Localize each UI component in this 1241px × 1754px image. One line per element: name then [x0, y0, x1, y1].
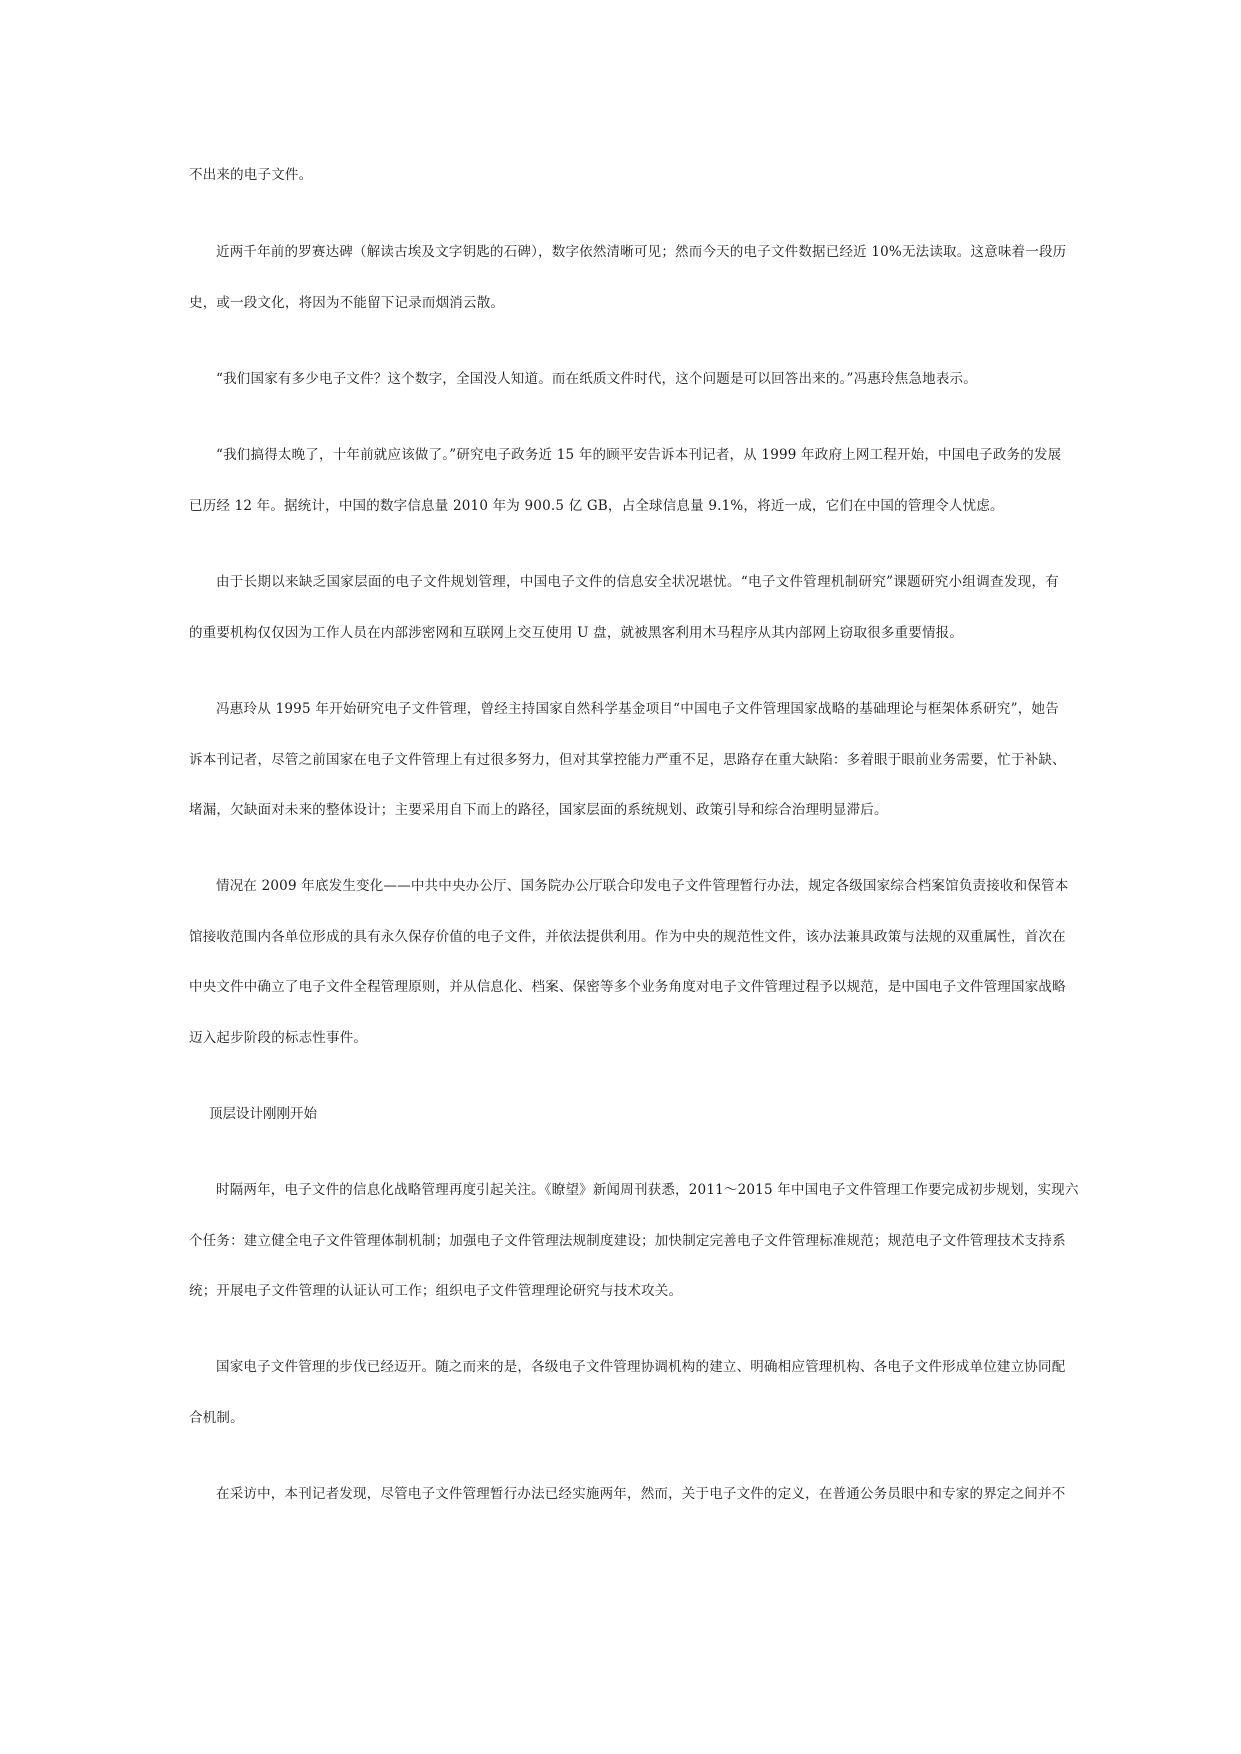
paragraph-line: 情况在 2009 年底发生变化——中共中央办公厅、国务院办公厅联合印发电子文件管理暂行办法，规定各级国家综合档案馆负责接收和保管本 — [216, 878, 1069, 894]
paragraph-line: 统；开展电子文件管理的认证认可工作；组织电子文件管理理论研究与技术攻关。 — [189, 1283, 683, 1299]
paragraph-line: 诉本刊记者，尽管之前国家在电子文件管理上有过很多努力，但对其掌控能力严重不足，思路存在重大缺陷：多着眼于眼前业务需要，忙于补缺、 — [189, 752, 1066, 768]
paragraph-line: 个任务：建立健全电子文件管理体制机制；加强电子文件管理法规制度建设；加快制定完善电子文件管理标准规范；规范电子文件管理技术支持系 — [189, 1233, 1066, 1249]
paragraph-line: 近两千年前的罗赛达碑（解读古埃及文字钥匙的石碑），数字依然清晰可见；然而今天的电子文件数据已经近 10%无法读取。这意味着一段历 — [216, 244, 1067, 260]
paragraph-line: 国家电子文件管理的步伐已经迈开。随之而来的是，各级电子文件管理协调机构的建立、明确相应管理机构、各电子文件形成单位建立协同配 — [216, 1359, 1066, 1375]
section-heading: 顶层设计刚刚开始 — [209, 1106, 317, 1122]
paragraph-line: 不出来的电子文件。 — [189, 167, 313, 183]
paragraph-line: 已历经 12 年。据统计，中国的数字信息量 2010 年为 900.5 亿 GB，占全球信息量 9.1%，将近一成，它们在中国的管理令人忧虑。 — [189, 498, 1004, 514]
paragraph-line: 史，或一段文化，将因为不能留下记录而烟消云散。 — [189, 295, 505, 311]
paragraph-line: 时隔两年，电子文件的信息化战略管理再度引起关注。《瞭望》新闻周刊获悉，2011～2015 年中国电子文件管理工作要完成初步规划，实现六 — [216, 1182, 1079, 1198]
paragraph-line: “我们国家有多少电子文件？这个数字，全国没人知道。而在纸质文件时代，这个问题是可以回答出来的。”冯惠玲焦急地表示。 — [216, 371, 977, 387]
paragraph-line: 由于长期以来缺乏国家层面的电子文件规划管理，中国电子文件的信息安全状况堪忧。“电子文件管理机制研究”课题研究小组调查发现，有 — [216, 574, 1059, 590]
paragraph-line: 在采访中，本刊记者发现，尽管电子文件管理暂行办法已经实施两年，然而，关于电子文件的定义，在普通公务员眼中和专家的界定之间并不 — [216, 1486, 1066, 1502]
paragraph-line: 馆接收范围内各单位形成的具有永久保存价值的电子文件，并依法提供利用。作为中央的规范性文件，该办法兼具政策与法规的双重属性，首次在 — [189, 929, 1066, 945]
paragraph-line: 冯惠玲从 1995 年开始研究电子文件管理，曾经主持国家自然科学基金项目“中国电子文件管理国家战略的基础理论与框架体系研究”，她告 — [216, 701, 1059, 717]
paragraph-line: 中央文件中确立了电子文件全程管理原则，并从信息化、档案、保密等多个业务角度对电子文件管理过程予以规范，是中国电子文件管理国家战略 — [189, 979, 1066, 995]
paragraph-line: “我们搞得太晚了，十年前就应该做了。”研究电子政务近 15 年的顾平安告诉本刊记者，从 1999 年政府上网工程开始，中国电子政务的发展 — [216, 447, 1062, 463]
paragraph-line: 的重要机构仅仅因为工作人员在内部涉密网和互联网上交互使用 U 盘，就被黑客利用木马程序从其内部网上窃取很多重要情报。 — [189, 625, 964, 641]
paragraph-line: 堵漏，欠缺面对未来的整体设计；主要采用自下而上的路径，国家层面的系统规划、政策引导和综合治理明显滞后。 — [189, 802, 888, 818]
paragraph-line: 合机制。 — [189, 1410, 244, 1426]
paragraph-line: 迈入起步阶段的标志性事件。 — [189, 1030, 368, 1046]
